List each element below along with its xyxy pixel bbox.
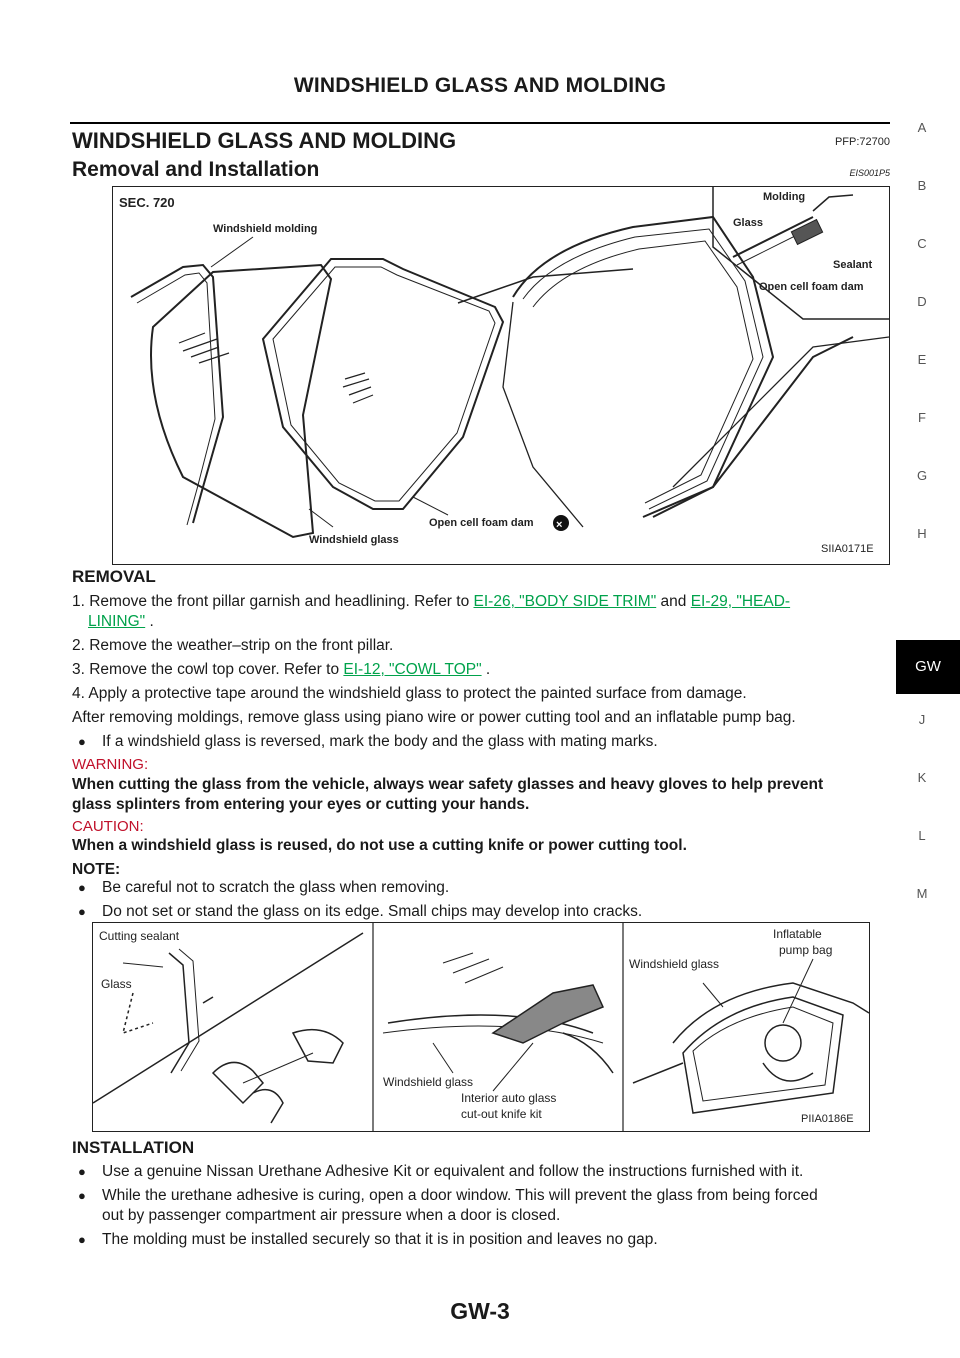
- figure-glass-removal-tools: [92, 922, 870, 1132]
- side-index-d[interactable]: D: [917, 294, 927, 309]
- removal-step-4: 4. Apply a protective tape around the windshield glass to protect the painted surface from damage.: [72, 685, 747, 702]
- label-open-cell-foam-dam: Open cell foam dam: [429, 517, 534, 529]
- side-index-g[interactable]: G: [916, 468, 928, 483]
- step3-post: .: [481, 661, 491, 678]
- figure2-id: PIIA0186E: [801, 1113, 854, 1125]
- side-index-f[interactable]: F: [918, 410, 926, 425]
- step1-text: 1. Remove the front pillar garnish and headlining. Refer to: [72, 593, 474, 610]
- label-glass-inset: Glass: [733, 217, 763, 229]
- label-glass: Glass: [101, 977, 132, 991]
- bullet-text: Use a genuine Nissan Urethane Adhesive Kit or equivalent and follow the instructions furnished with it.: [102, 1163, 804, 1180]
- step3-text: 3. Remove the cowl top cover. Refer to: [72, 661, 344, 678]
- side-index-c[interactable]: C: [917, 236, 927, 251]
- label-inflatable-1: Inflatable: [773, 927, 822, 941]
- label-sealant: Sealant: [833, 259, 873, 271]
- side-index-m[interactable]: M: [916, 886, 928, 901]
- header-rule: [70, 122, 890, 124]
- label-inflatable-2: pump bag: [779, 943, 833, 957]
- label-interior-knife-2: cut-out knife kit: [461, 1107, 542, 1121]
- label-windshield-glass: Windshield glass: [309, 534, 399, 546]
- warning-text-1: When cutting the glass from the vehicle, always wear safety glasses and heavy gloves to help prevent: [72, 776, 824, 793]
- label-windshield-molding: Windshield molding: [213, 223, 318, 235]
- page-number: GW-3: [450, 1298, 510, 1324]
- bullet-dot: ●: [78, 734, 86, 749]
- sec-label: SEC. 720: [119, 195, 175, 210]
- warning-text-2: glass splinters from entering your eyes or cutting your hands.: [72, 796, 530, 813]
- side-index-l[interactable]: L: [918, 828, 926, 843]
- section-title: WINDSHIELD GLASS AND MOLDING: [72, 128, 457, 153]
- step1-post: .: [145, 613, 154, 630]
- bullet-text: The molding must be installed securely so that it is in position and leaves no gap.: [102, 1231, 658, 1248]
- step1-mid: and: [656, 593, 691, 610]
- bullet-text: out by passenger compartment air pressure when a door is closed.: [102, 1207, 561, 1224]
- label-windshield-glass-mid: Windshield glass: [383, 1075, 474, 1089]
- removal-heading: REMOVAL: [72, 567, 156, 586]
- label-molding: Molding: [763, 191, 806, 203]
- link-body-side-trim[interactable]: EI-26, "BODY SIDE TRIM": [473, 593, 657, 610]
- bullet-dot: ●: [78, 1232, 86, 1247]
- side-index-h[interactable]: H: [917, 526, 927, 541]
- figure1-id: SIIA0171E: [821, 543, 874, 555]
- bullet-dot: ●: [78, 880, 86, 895]
- bullet-text: While the urethane adhesive is curing, open a door window. This will prevent the glass from being forced: [102, 1187, 818, 1204]
- removal-step-3: [72, 660, 892, 680]
- figure-windshield-exploded: [112, 186, 890, 565]
- bullet-text: Do not set or stand the glass on its edge. Small chips may develop into cracks.: [102, 903, 643, 920]
- label-open-cell-foam-dam-inset: Open cell foam dam: [759, 281, 864, 293]
- label-interior-knife-1: Interior auto glass: [461, 1091, 557, 1105]
- removal-step-1: [72, 592, 892, 612]
- caution-text: When a windshield glass is reused, do not use a cutting knife or power cutting tool.: [72, 837, 687, 854]
- subsection-code: EIS001P5: [849, 168, 890, 178]
- bullet-dot: ●: [78, 1164, 86, 1179]
- side-index-j[interactable]: J: [918, 712, 926, 727]
- removal-after: After removing moldings, remove glass using piano wire or power cutting tool and an inflatable pump bag.: [72, 709, 796, 726]
- note-label: NOTE:: [72, 861, 121, 878]
- link-headlining-cont[interactable]: LINING": [88, 613, 146, 630]
- running-header: WINDSHIELD GLASS AND MOLDING: [293, 74, 667, 97]
- side-index-b[interactable]: B: [917, 178, 927, 193]
- section-code: PFP:72700: [834, 136, 890, 148]
- windshield-exploded-drawing: [113, 187, 889, 564]
- bullet-text: If a windshield glass is reversed, mark the body and the glass with mating marks.: [102, 733, 658, 750]
- bullet-dot: ●: [78, 904, 86, 919]
- caution-label: CAUTION:: [72, 818, 144, 835]
- installation-heading: INSTALLATION: [72, 1138, 195, 1157]
- side-index-a[interactable]: A: [917, 120, 927, 135]
- label-cutting-sealant: Cutting sealant: [99, 929, 180, 943]
- svg-text:×: ×: [556, 519, 563, 531]
- side-index-gw-active[interactable]: GW: [896, 640, 960, 694]
- subsection-title: Removal and Installation: [72, 158, 320, 181]
- bullet-text: Be careful not to scratch the glass when removing.: [102, 879, 450, 896]
- bullet-dot: ●: [78, 1188, 86, 1203]
- removal-step-2: 2. Remove the weather–strip on the front pillar.: [72, 637, 394, 654]
- label-windshield-glass-right: Windshield glass: [629, 957, 720, 971]
- link-cowl-top[interactable]: EI-12, "COWL TOP": [343, 661, 482, 678]
- warning-label: WARNING:: [72, 756, 149, 773]
- removal-step-1-cont: [88, 612, 908, 632]
- link-headlining[interactable]: EI-29, "HEAD-: [690, 593, 791, 610]
- side-index-e[interactable]: E: [917, 352, 927, 367]
- side-index-k[interactable]: K: [917, 770, 927, 785]
